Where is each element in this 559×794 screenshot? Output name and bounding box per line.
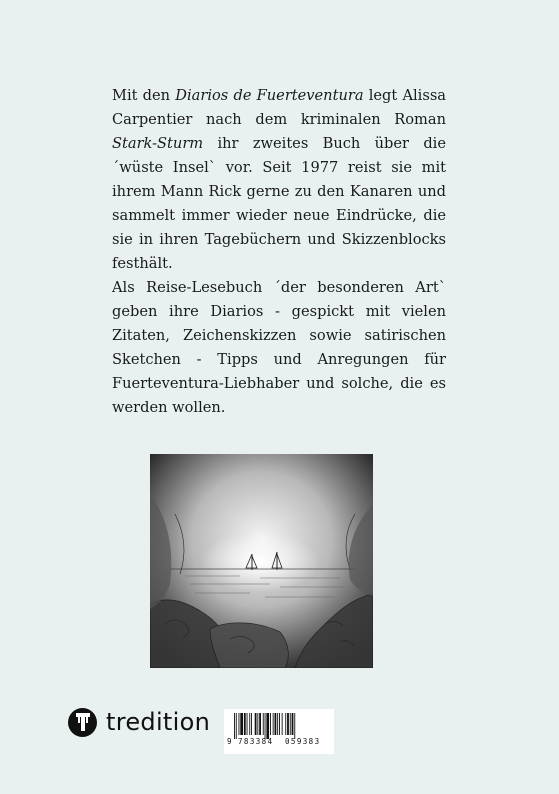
barcode-bar [234, 713, 235, 739]
publisher-name: tredition [106, 708, 211, 736]
barcode-bar [285, 713, 286, 735]
barcode-bar [279, 713, 280, 735]
barcode-bar [275, 713, 277, 735]
blurb-text: legt Alissa Carpentier nach dem kriminalen Roman [112, 87, 447, 128]
barcode-digits-group-1: 783384 [238, 737, 274, 746]
barcode-bar [290, 713, 291, 735]
novel-title: Stark-Sturm [112, 135, 204, 152]
barcode-lead-digit: 9 [227, 737, 232, 746]
barcode-bar [270, 713, 271, 735]
back-cover-blurb [112, 84, 446, 420]
barcode-bar [257, 713, 258, 735]
barcode-bar [240, 713, 243, 735]
book-title: Diarios de Fuerteventura [175, 87, 364, 104]
barcode-bar [292, 713, 294, 735]
barcode-bar [263, 713, 264, 735]
tredition-logo-icon [68, 708, 97, 737]
barcode-bar [265, 713, 266, 739]
barcode-bar [239, 713, 240, 735]
barcode-bar [251, 713, 252, 735]
barcode-bar [287, 713, 289, 735]
barcode-bar [259, 713, 261, 735]
barcode-bar [247, 713, 248, 735]
barcode-bar [244, 713, 246, 735]
barcode-bar [277, 713, 278, 735]
sketch-illustration [150, 454, 373, 668]
blurb-text: Mit den [112, 87, 176, 104]
isbn-barcode [224, 709, 334, 754]
barcode-bar [273, 713, 274, 735]
barcode-bar [266, 713, 269, 739]
barcode-bar [249, 713, 250, 735]
barcode-digits-group-2: 059383 [285, 737, 321, 746]
blurb-paragraph-1 [112, 84, 446, 276]
barcode-bar [255, 713, 257, 735]
blurb-paragraph-2: Als Reise-Lesebuch ´der besonderen Art` geben ihre Diarios - gespickt mit vielen Zitaten, Zeichenskizzen sowie satirischen Sketchen - Tipps und Anregungen für Fuerteventura-Liebhaber und solche, die es werden wollen. [112, 279, 446, 416]
barcode-bar [294, 713, 295, 739]
publisher-logo [68, 706, 210, 738]
barcode-bar [236, 713, 237, 739]
barcode-bar [282, 713, 283, 735]
blurb-text: ihr zweites Buch über die ´wüste Insel` vor. Seit 1977 reist sie mit ihrem Mann Rick gerne zu den Kanaren und sammelt immer wieder neue Eindrücke, die sie in ihren Tagebüchern und Skizzenblocks festhält. [112, 135, 446, 272]
